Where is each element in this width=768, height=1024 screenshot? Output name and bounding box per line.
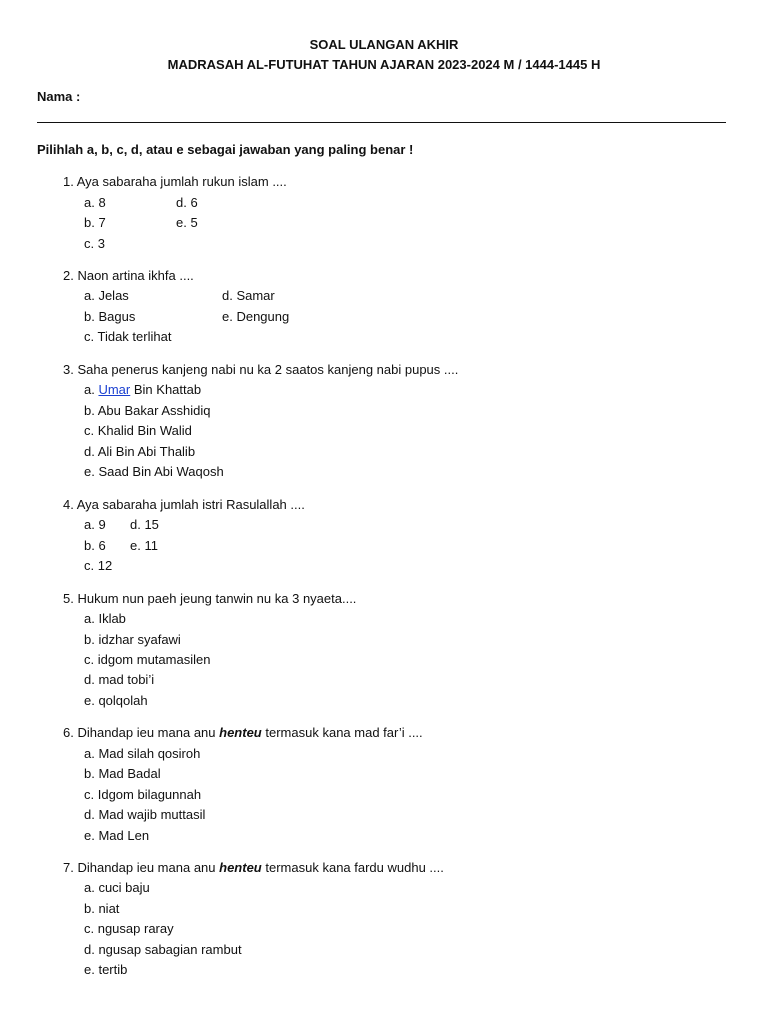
q1-option-b: b. 7 (84, 215, 106, 230)
q2-option-c: c. Tidak terlihat (84, 329, 172, 344)
q6-option-e: e. Mad Len (84, 828, 150, 843)
question-2: 2. Naon artina ikhfa .... (63, 268, 194, 283)
q1-option-c: c. 3 (84, 236, 105, 251)
q7-option-a: a. cuci baju (84, 880, 150, 895)
question-3: 3. Saha penerus kanjeng nabi nu ka 2 saatos kanjeng nabi pupus .... (63, 362, 459, 377)
question-1: 1. Aya sabaraha jumlah rukun islam .... (63, 174, 287, 189)
q3-option-b: b. Abu Bakar Asshidiq (84, 403, 211, 418)
q2-option-b: b. Bagus (84, 309, 136, 324)
q1-option-e: e. 5 (176, 215, 198, 230)
q4-option-b: b. 6 (84, 538, 106, 553)
q6-option-a: a. Mad silah qosiroh (84, 746, 201, 761)
q6-text-before: 6. Dihandap ieu mana anu (63, 725, 216, 740)
question-5: 5. Hukum nun paeh jeung tanwin nu ka 3 nyaeta.... (63, 591, 357, 606)
q4-option-a: a. 9 (84, 517, 106, 532)
q2-option-e: e. Dengung (222, 309, 290, 324)
q7-text-before: 7. Dihandap ieu mana anu (63, 860, 216, 875)
q2-option-d: d. Samar (222, 288, 275, 303)
instruction: Pilihlah a, b, c, d, atau e sebagai jawaban yang paling benar ! (37, 142, 414, 157)
q3-option-a-letter: a. (84, 382, 95, 397)
q5-option-b: b. idzhar syafawi (84, 632, 181, 647)
q7-emphasis: henteu (219, 860, 262, 875)
question-4: 4. Aya sabaraha jumlah istri Rasulallah .... (63, 497, 305, 512)
question-6 (63, 725, 423, 740)
exam-title: SOAL ULANGAN AKHIR (309, 37, 459, 52)
q3-option-a (84, 382, 201, 397)
q6-text-after: termasuk kana mad far’i .... (265, 725, 423, 740)
q7-option-c: c. ngusap raray (84, 921, 174, 936)
q3-option-c: c. Khalid Bin Walid (84, 423, 192, 438)
umar-link[interactable]: Umar (98, 382, 131, 397)
school-title: MADRASAH AL-FUTUHAT TAHUN AJARAN 2023-2024 M / 1444-1445 H (167, 57, 601, 72)
q6-emphasis: henteu (219, 725, 262, 740)
name-line (37, 122, 726, 123)
q6-option-d: d. Mad wajib muttasil (84, 807, 206, 822)
q5-option-c: c. idgom mutamasilen (84, 652, 211, 667)
q3-option-d: d. Ali Bin Abi Thalib (84, 444, 196, 459)
q1-option-d: d. 6 (176, 195, 198, 210)
q4-option-c: c. 12 (84, 558, 113, 573)
q5-option-d: d. mad tobi’i (84, 672, 155, 687)
q4-option-d: d. 15 (130, 517, 159, 532)
q5-option-a: a. Iklab (84, 611, 126, 626)
q7-option-e: e. tertib (84, 962, 128, 977)
q3-option-e: e. Saad Bin Abi Waqosh (84, 464, 224, 479)
q7-option-d: d. ngusap sabagian rambut (84, 942, 242, 957)
q5-option-e: e. qolqolah (84, 693, 148, 708)
name-label: Nama : (37, 89, 81, 104)
question-7 (63, 860, 444, 875)
q4-option-e: e. 11 (130, 538, 158, 553)
q7-option-b: b. niat (84, 901, 120, 916)
q6-option-b: b. Mad Badal (84, 766, 161, 781)
q1-option-a: a. 8 (84, 195, 106, 210)
q3-option-a-rest: Bin Khattab (133, 382, 202, 397)
q6-option-c: c. Idgom bilagunnah (84, 787, 202, 802)
q2-option-a: a. Jelas (84, 288, 129, 303)
q7-text-after: termasuk kana fardu wudhu .... (265, 860, 444, 875)
